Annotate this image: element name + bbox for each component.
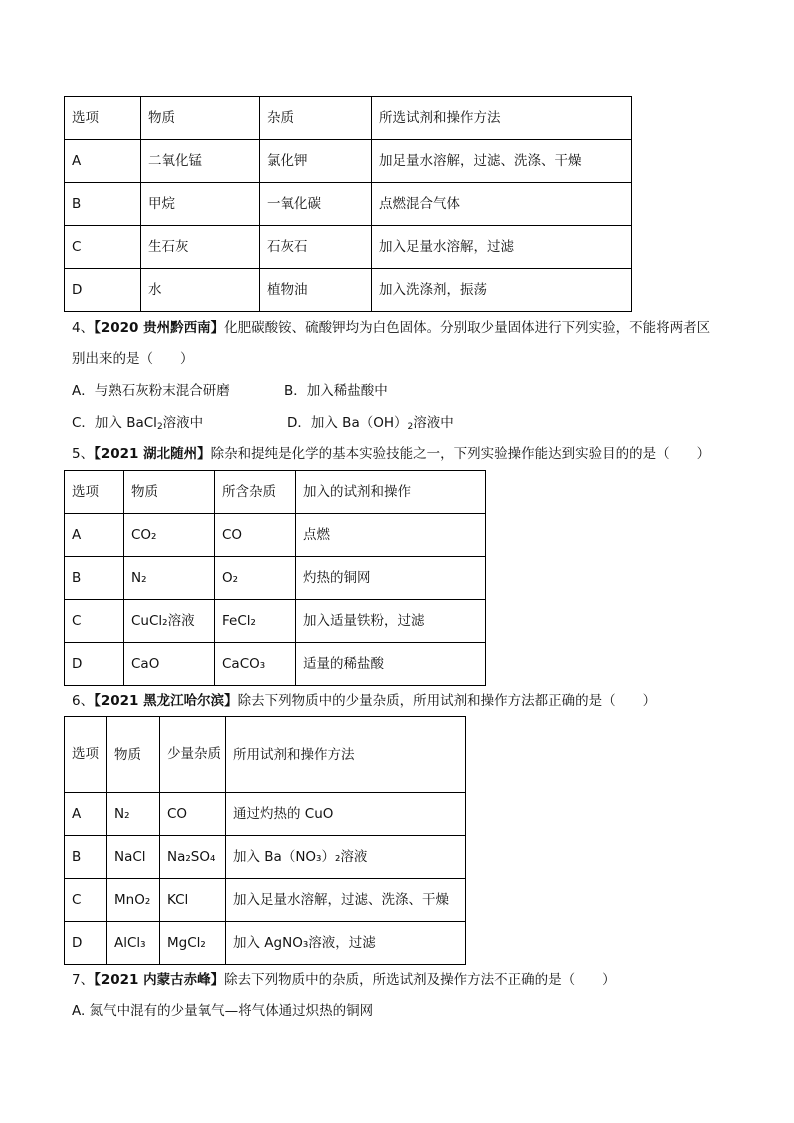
question-source: 【2021 黑龙江哈尔滨】 xyxy=(94,693,238,709)
impurity-cell: 一氧化碳 xyxy=(260,183,372,226)
table-row xyxy=(65,269,632,312)
option-cell: A xyxy=(65,793,107,836)
table-header-row xyxy=(65,471,486,514)
header-cell: 物质 xyxy=(141,97,260,140)
table-row xyxy=(65,600,486,643)
question-source: 【2021 湖北随州】 xyxy=(94,446,211,462)
substance-cell: 甲烷 xyxy=(141,183,260,226)
table-header-row xyxy=(65,717,466,793)
option-a: A. 氮气中混有的少量氧气—将气体通过炽热的铜网 xyxy=(72,1003,374,1019)
option-d-text: D．加入 Ba（OH） xyxy=(287,415,408,431)
table-row xyxy=(65,514,486,557)
method-cell: 加入适量铁粉，过滤 xyxy=(296,600,486,643)
option-cell: D xyxy=(65,269,141,312)
header-cell: 杂质 xyxy=(260,97,372,140)
header-cell: 物质 xyxy=(107,717,160,793)
method-cell: 通过灼热的 CuO xyxy=(226,793,466,836)
table-row xyxy=(65,879,466,922)
table-row xyxy=(65,836,466,879)
question-number: 7、 xyxy=(72,972,95,988)
question-number: 4、 xyxy=(72,320,95,336)
substance-cell: CO₂ xyxy=(124,514,215,557)
table-row xyxy=(65,643,486,686)
substance-cell: 二氧化锰 xyxy=(141,140,260,183)
method-cell: 适量的稀盐酸 xyxy=(296,643,486,686)
header-cell: 加入的试剂和操作 xyxy=(296,471,486,514)
option-d-text: 溶液中 xyxy=(413,415,454,431)
method-cell: 灼热的铜网 xyxy=(296,557,486,600)
option-d xyxy=(287,413,454,433)
table-row xyxy=(65,140,632,183)
header-cell: 所用试剂和操作方法 xyxy=(226,717,466,793)
question-source: 【2021 内蒙古赤峰】 xyxy=(94,972,225,988)
header-cell: 选项 xyxy=(65,97,141,140)
substance-cell: 水 xyxy=(141,269,260,312)
impurity-cell: KCl xyxy=(160,879,226,922)
impurity-cell: CO xyxy=(215,514,296,557)
question-text: 除去下列物质中的杂质，所选试剂及操作方法不正确的是（ ） xyxy=(224,972,616,988)
method-cell: 点燃 xyxy=(296,514,486,557)
option-c-text: C．加入 BaCl xyxy=(72,415,157,431)
substance-cell: CuCl₂溶液 xyxy=(124,600,215,643)
table-row xyxy=(65,557,486,600)
header-cell: 所选试剂和操作方法 xyxy=(372,97,632,140)
question-4-stem xyxy=(72,318,710,338)
header-cell: 选项 xyxy=(65,717,107,793)
impurity-cell: 石灰石 xyxy=(260,226,372,269)
question-text: 化肥碳酸铵、硫酸钾均为白色固体。分别取少量固体进行下列实验，不能将两者区 xyxy=(224,320,711,336)
method-cell: 点燃混合气体 xyxy=(372,183,632,226)
subscript: 2 xyxy=(156,422,163,432)
header-cell: 物质 xyxy=(124,471,215,514)
option-cell: D xyxy=(65,922,107,965)
option-c-text: 溶液中 xyxy=(162,415,204,431)
table-row xyxy=(65,922,466,965)
question-text: 除去下列物质中的少量杂质，所用试剂和操作方法都正确的是（ ） xyxy=(237,693,657,709)
impurity-cell: 植物油 xyxy=(260,269,372,312)
option-c xyxy=(72,413,203,433)
question-5-table xyxy=(64,470,486,686)
question-6-table xyxy=(64,716,466,965)
table-row xyxy=(65,793,466,836)
question-5-stem xyxy=(72,444,710,464)
option-cell: B xyxy=(65,836,107,879)
option-cell: C xyxy=(65,600,124,643)
method-cell: 加入 AgNO₃溶液，过滤 xyxy=(226,922,466,965)
option-b: B．加入稀盐酸中 xyxy=(284,383,388,399)
option-cell: A xyxy=(65,140,141,183)
header-cell: 选项 xyxy=(65,471,124,514)
substance-cell: NaCl xyxy=(107,836,160,879)
table-row xyxy=(65,183,632,226)
option-cell: A xyxy=(65,514,124,557)
question-6-stem xyxy=(72,691,656,711)
substance-cell: N₂ xyxy=(124,557,215,600)
header-cell: 所含杂质 xyxy=(215,471,296,514)
option-cell: C xyxy=(65,879,107,922)
option-cell: B xyxy=(65,557,124,600)
substance-cell: AlCl₃ xyxy=(107,922,160,965)
header-cell: 少量杂质 xyxy=(160,717,226,793)
method-cell: 加入足量水溶解，过滤、洗涤、干燥 xyxy=(226,879,466,922)
substance-cell: 生石灰 xyxy=(141,226,260,269)
impurity-cell: CO xyxy=(160,793,226,836)
substance-cell: N₂ xyxy=(107,793,160,836)
method-cell: 加足量水溶解，过滤、洗涤、干燥 xyxy=(372,140,632,183)
question-source: 【2020 贵州黔西南】 xyxy=(94,320,225,336)
impurity-cell: O₂ xyxy=(215,557,296,600)
question-number: 5、 xyxy=(72,446,95,462)
method-cell: 加入 Ba（NO₃）₂溶液 xyxy=(226,836,466,879)
table-row xyxy=(65,226,632,269)
question-4-stem-continued xyxy=(72,349,194,369)
question-7-stem xyxy=(72,970,616,990)
subscript: 2 xyxy=(407,422,414,432)
impurity-cell: FeCl₂ xyxy=(215,600,296,643)
method-cell: 加入足量水溶解，过滤 xyxy=(372,226,632,269)
option-a: A．与熟石灰粉末混合研磨 xyxy=(72,383,230,399)
table-header-row xyxy=(65,97,632,140)
option-cell: B xyxy=(65,183,141,226)
question-text: 别出来的是（ ） xyxy=(72,351,194,367)
method-cell: 加入洗涤剂，振荡 xyxy=(372,269,632,312)
substance-cell: MnO₂ xyxy=(107,879,160,922)
substance-cell: CaO xyxy=(124,643,215,686)
impurity-cell: Na₂SO₄ xyxy=(160,836,226,879)
impurity-cell: MgCl₂ xyxy=(160,922,226,965)
option-cell: D xyxy=(65,643,124,686)
question-text: 除杂和提纯是化学的基本实验技能之一，下列实验操作能达到实验目的的是（ ） xyxy=(210,446,711,462)
question-7-option-a xyxy=(72,1001,373,1021)
question-number: 6、 xyxy=(72,693,95,709)
impurity-cell: 氯化钾 xyxy=(260,140,372,183)
option-cell: C xyxy=(65,226,141,269)
question-3-table xyxy=(64,96,632,312)
impurity-cell: CaCO₃ xyxy=(215,643,296,686)
